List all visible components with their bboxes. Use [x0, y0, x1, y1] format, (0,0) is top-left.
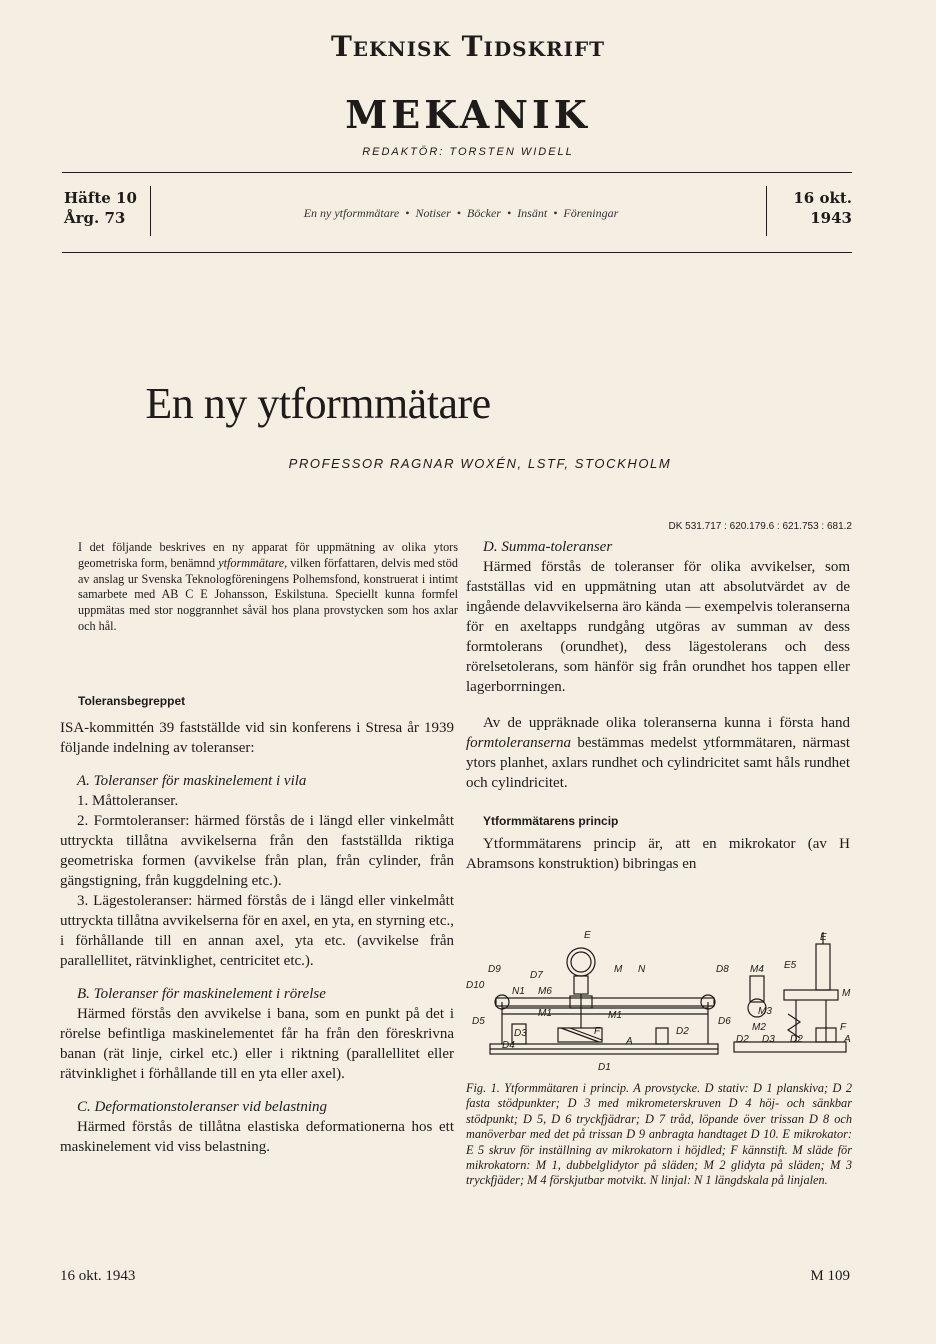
issue-date: [780, 188, 852, 228]
figure-label: A: [626, 1036, 633, 1047]
paragraph: Av de uppräknade olika toleranserna kunna i första hand formtoleranserna bestämmas medelst ytformmätaren, närmast ytors planhet, axlars rundhet och cylindricitet samt håls rundhet och cylindricitet.: [466, 715, 850, 791]
toc-item[interactable]: Föreningar: [563, 206, 619, 220]
figure-label: A: [844, 1034, 851, 1045]
figure-label: D5: [472, 1016, 485, 1027]
figure-label: M3: [758, 1006, 772, 1017]
subheading-d: D. Summa-toleranser: [483, 539, 613, 555]
issue-divider-left: [150, 186, 151, 236]
figure-label: M: [842, 988, 851, 999]
list-item: 1. Måttoleranser.: [77, 793, 179, 809]
journal-title: Teknisk Tidskrift: [330, 30, 606, 63]
figure-label: E: [584, 930, 591, 941]
paragraph: Härmed förstås de tillåtna elastiska deformationerna hos ett maskinelement vid viss belastning.: [60, 1119, 454, 1155]
figure-label: D9: [488, 964, 501, 975]
toc-item[interactable]: En ny ytformmätare: [303, 206, 400, 220]
figure-label: E: [820, 932, 827, 943]
figure-label: D4: [502, 1040, 515, 1051]
figure-label: D8: [716, 964, 729, 975]
figure-label: D3: [762, 1034, 775, 1045]
figure-label: D7: [530, 970, 543, 981]
figure-label: M2: [752, 1022, 766, 1033]
figure-label: M: [614, 964, 623, 975]
dk-classification: DK 531.717 : 620.179.6 : 621.753 : 681.2: [668, 521, 852, 532]
argang-label: Årg. 73: [64, 209, 126, 227]
masthead-rule-bottom: [62, 252, 852, 253]
figure-label: D2: [736, 1034, 749, 1045]
figure-label: D1: [598, 1062, 611, 1073]
page-number: M 109: [810, 1268, 850, 1284]
figure-label: D2: [676, 1026, 689, 1037]
figure-label: M4: [750, 964, 764, 975]
left-column: [60, 718, 454, 1157]
figure-label: F: [594, 1026, 601, 1037]
article-byline: PROFESSOR RAGNAR WOXÉN, LSTF, STOCKHOLM: [288, 456, 672, 471]
figure-label: D3: [514, 1028, 527, 1039]
year-label: 1943: [810, 209, 852, 227]
paragraph: Härmed förstås den avvikelse i bana, som en punkt på det i rörelse befintliga maskinelementet får ha från den föreskrivna banan (rät linje, cirkel etc.) eller i riktning (parallellitet eller rätvinklighet i förhållande till en yta eller axel).: [60, 1006, 454, 1082]
figure-label: D10: [466, 980, 485, 991]
figure-label: M1: [608, 1010, 622, 1021]
toc-item[interactable]: Insänt: [517, 206, 548, 220]
date-label: 16 okt.: [793, 189, 852, 207]
figure-label: D2: [790, 1034, 803, 1045]
figure-label: M6: [538, 986, 552, 997]
figure-ytformmatare-diagram: [466, 924, 856, 1074]
figure-label: N1: [512, 986, 525, 997]
figure-label: N: [638, 964, 646, 975]
toc-item[interactable]: Böcker: [467, 206, 501, 220]
subheading-c: C. Deformationstoleranser vid belastning: [77, 1099, 327, 1115]
section-heading-toleransbegreppet: Toleransbegreppet: [78, 694, 186, 708]
figure-label: F: [840, 1022, 847, 1033]
figure-caption: Fig. 1. Ytformmätaren i princip. A provstycke. D stativ: D 1 planskiva; D 2 fasta stödpunkter; D 3 med mikrometerskruven D 4 höj- och sänkbar stödpunkt; D 5, D 6 tryckfjädrar; D 7 tråd, löpande över trissan D 8 och manöverbar med det på trissan D 9 anbragta handtaget D 10. E mikrokator: E 5 skruv för inställning av mikrokatorn i höjdled; F kännstift. M släde för mikrokatorn: M 1, dubbelglidytor på släden; M 2 glidyta på släden; M 3 tryckfjäder; M 4 förskjutbar motvikt. N linjal: N 1 längdskala på linjalen.: [466, 1081, 852, 1188]
right-column: [466, 537, 850, 874]
paragraph: Härmed förstås de toleranser för olika avvikelser, som fastställas vid en uppmätning utan att absolutvärdet av de ingående delavvikelserna äro kända — exempelvis toleranserna för en axeltapps rundgång utgöras av summan av dess formtolerans (orundhet), dess lägestolerans och dess rörelsetolerans, som hänför sig från orundhet hos tappen eller lagerborrningen.: [466, 559, 850, 695]
figure-label: E5: [784, 960, 797, 971]
toc-item[interactable]: Notiser: [415, 206, 451, 220]
article-abstract: I det följande beskrives en ny apparat för uppmätning av olika ytors geometriska form, benämnd ytformmätare, vilken författaren, delvis med stöd av anslag ur Svenska Teknologföreningens Polhemsfond, konstruerat i intimt samarbete med AB C E Johansson, Eskilstuna. Speciellt kunna formfel uppmätas med stor noggrannhet såväl hos plana provstycken som hos axlar och hål.: [78, 540, 458, 633]
issue-divider-right: [766, 186, 767, 236]
footer-date: 16 okt. 1943: [60, 1268, 136, 1284]
subheading-a: A. Toleranser för maskinelement i vila: [77, 773, 307, 789]
list-item: 3. Lägestoleranser: härmed förstås de i längd eller vinkelmått uttryckta tillåtna avvikelserna för en axel, en yta, en styrning etc., i förhållande till en annan axel, yta etc. (avvikelse från parallellitet, rätvinklighet, centricitet etc.).: [60, 893, 454, 969]
editor-line: REDAKTÖR: TORSTEN WIDELL: [362, 146, 574, 158]
figure-label: M1: [538, 1008, 552, 1019]
issue-number: [64, 188, 137, 228]
masthead-rule-top: [62, 172, 852, 173]
hafte-label: Häfte 10: [64, 189, 137, 207]
section-title: MEKANIK: [345, 92, 591, 137]
section-heading-princip: Ytformmätarens princip: [483, 814, 619, 828]
figure-label: D6: [718, 1016, 731, 1027]
subheading-b: B. Toleranser för maskinelement i rörelse: [77, 986, 326, 1002]
issue-contents: En ny ytformmätare • Notiser • Böcker • Insänt • Föreningar: [303, 206, 619, 220]
list-item: 2. Formtoleranser: härmed förstås de i längd eller vinkelmått uttryckta tillåtna avvikelserna från den fastställda riktiga geometriska formen (avvikelse från plan, från cylinder, från gängstigning, från kuggdelning etc.).: [60, 813, 454, 889]
article-title: En ny ytformmätare: [145, 379, 491, 428]
paragraph: Ytformmätarens princip är, att en mikrokator (av H Abramsons konstruktion) bibringas en: [466, 836, 850, 872]
paragraph: ISA-kommittén 39 fastställde vid sin konferens i Stresa år 1939 följande indelning av toleranser:: [60, 720, 454, 756]
rail-shape: [496, 998, 714, 1006]
